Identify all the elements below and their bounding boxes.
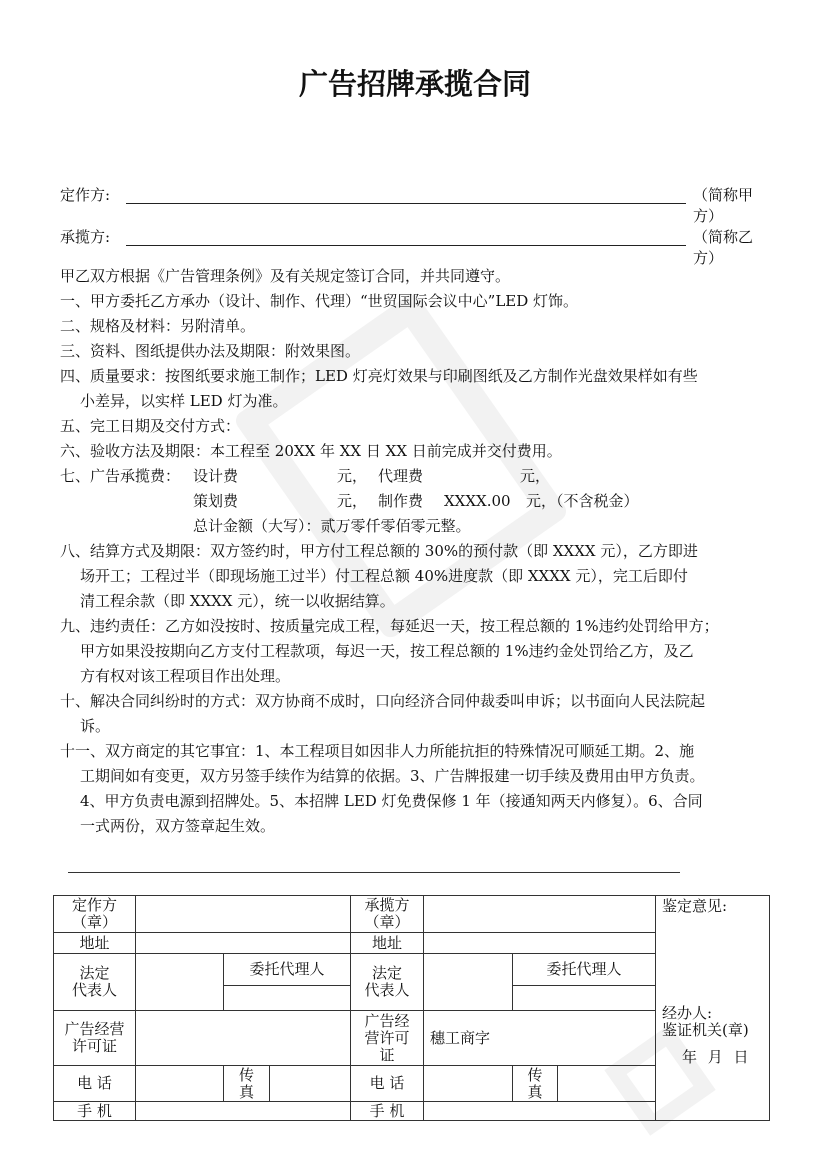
clause-line: 方有权对该工程项目作出处理。 [80,667,291,685]
fax-a-cell[interactable] [269,1065,351,1102]
total-amount: 总计金额（大写）：贰万零仟零佰零元整。 [193,517,471,535]
phone-a-cell[interactable] [135,1065,224,1102]
mobile-b-cell[interactable] [423,1101,656,1121]
clause-line: 十、解决合同纠纷时的方式：双方协商不成时，口向经济合同仲裁委叫申诉；以书面向人民法院起 [60,692,706,710]
clause-line: 甲乙双方根据《广告管理条例》及有关规定签订合同，并共同遵守。 [60,267,511,285]
yuan-label: 元， [520,467,551,485]
planning-fee-label: 策划费 [193,492,239,510]
address-b-label: 地址 [350,932,424,954]
party-a-abbr: （简称甲方） [693,186,754,225]
yuan-label: 元， [337,492,368,510]
phone-b-label: 电 话 [350,1065,424,1102]
fee-row-2 [60,489,780,514]
party-b-field [60,226,760,267]
production-fee-label: 制作费 [378,492,424,510]
agent-a-cell[interactable] [223,985,351,1011]
party-a-label: 定作方: [60,186,111,204]
license-b-label: 广告经 营许可 证 [350,1010,424,1066]
fax-b-cell[interactable] [557,1065,656,1102]
clause-line: 八、结算方式及期限：双方签约时，甲方付工程总额的 30%的预付款（即 XXXX 元），乙方即进 [60,542,698,560]
date-label: 年 月 日 [682,1048,749,1066]
clause-line: 工期间如有变更，双方另签手续作为结算的依据。3、广告牌报建一切手续及费用由甲方负责。 [80,767,705,785]
license-a-cell[interactable] [135,1010,351,1066]
appraisal-cell [655,895,770,1121]
mobile-a-label: 手 机 [53,1101,136,1121]
legal-rep-b-cell[interactable] [423,953,513,1011]
legal-rep-a-label: 法定 代表人 [53,953,136,1011]
clause-line: 四、质量要求：按图纸要求施工制作；LED 灯亮灯效果与印刷图纸及乙方制作光盘效果样如有些 [60,367,698,385]
clause-line: 场开工；工程过半（即现场施工过半）付工程总额 40%进度款（即 XXXX 元），完工后即付 [80,567,688,585]
clause-line: 清工程余款（即 XXXX 元），统一以收据结算。 [80,592,395,610]
party-b-seal-label: 承揽方 （章） [350,895,424,933]
party-b-abbr: （简称乙方） [693,228,754,267]
party-a-blank[interactable] [126,203,686,204]
license-b-cell[interactable]: 穗工商字 [423,1010,656,1066]
address-a-label: 地址 [53,932,136,954]
clause-line: 一、甲方委托乙方承办（设计、制作、代理）“世贸国际会议中心”LED 灯饰。 [60,292,579,310]
clause-line: 十一、双方商定的其它事宜：1、本工程项目如因非人力所能抗拒的特殊情况可顺延工期。2、施 [60,742,695,760]
design-fee-label: 设计费 [193,467,239,485]
legal-rep-b-label: 法定 代表人 [350,953,424,1011]
fax-b-label: 传 真 [512,1065,558,1102]
fee-prefix: 七、广告承揽费： [60,467,181,485]
clauses-8-to-11 [60,539,780,839]
legal-rep-a-cell[interactable] [135,953,224,1011]
page-title: 广告招牌承揽合同 [298,67,531,101]
party-b-seal-cell[interactable] [423,895,656,933]
clause-line: 4、甲方负责电源到招牌处。5、本招牌 LED 灯免费保修 1 年（接通知两天内修复）。6、合同 [80,792,703,810]
mobile-a-cell[interactable] [135,1101,351,1121]
clause-line: 六、验收方法及期限：本工程至 20XX 年 XX 日 XX 日前完成并交付费用。 [60,442,562,460]
party-a-seal-cell[interactable] [135,895,351,933]
address-b-cell[interactable] [423,932,656,954]
party-b-blank[interactable] [126,245,686,246]
clause-line: 诉。 [80,717,111,735]
agent-b-label: 委托代理人 [512,953,656,986]
party-a-field [60,184,760,225]
fee-tail: 元，（不含税金） [526,492,639,510]
license-a-label: 广告经营 许可证 [53,1010,136,1066]
clause-line: 三、资料、图纸提供办法及期限：附效果图。 [60,342,361,360]
divider [68,872,680,873]
agent-b-cell[interactable] [512,985,656,1011]
party-a-seal-label: 定作方 （章） [53,895,136,933]
clause-line: 甲方如果没按期向乙方支付工程款项，每迟一天，按工程总额的 1%违约金处罚给乙方，及乙 [80,642,694,660]
address-a-cell[interactable] [135,932,351,954]
clause-line: 五、完工日期及交付方式： [60,417,241,435]
clause-line: 小差异，以实样 LED 灯为准。 [80,392,288,410]
fee-row-3 [60,514,780,539]
agent-a-label: 委托代理人 [223,953,351,986]
phone-a-label: 电 话 [53,1065,136,1102]
yuan-label: 元， [337,467,368,485]
mobile-b-label: 手 机 [350,1101,424,1121]
clause-line: 九、违约责任：乙方如没按时、按质量完成工程，每延迟一天，按工程总额的 1%违约处罚给甲方； [60,617,719,635]
fax-a-label: 传 真 [223,1065,270,1102]
clause-line: 一式两份，双方签章起生效。 [80,817,276,835]
fee-row-1 [60,464,780,489]
production-fee-value: XXXX.00 [444,492,511,510]
agency-fee-label: 代理费 [378,467,424,485]
phone-b-cell[interactable] [423,1065,513,1102]
handler-label: 经办人: 鉴证机关(章) [662,1004,749,1039]
clause-line: 二、规格及材料：另附清单。 [60,317,256,335]
party-b-label: 承揽方: [60,228,111,246]
contract-body [60,264,780,839]
appraisal-label: 鉴定意见: [662,897,728,915]
